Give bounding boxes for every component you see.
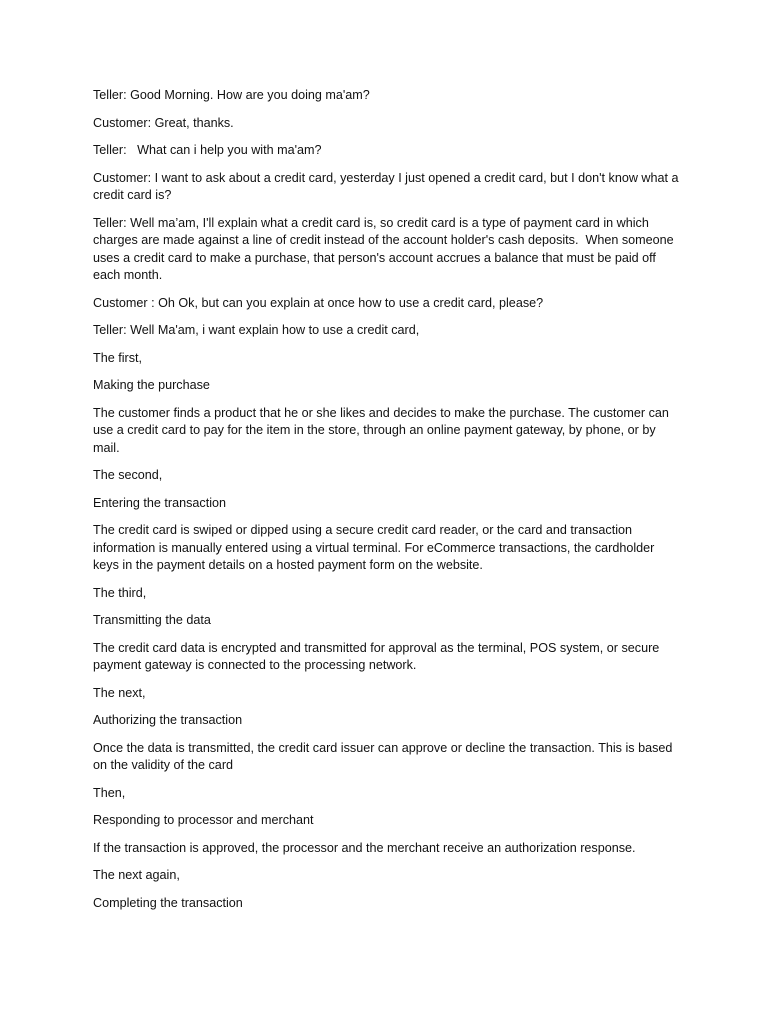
document-body: [93, 87, 683, 922]
step-heading: Responding to processor and merchant: [93, 813, 314, 827]
step-label: The third,: [93, 585, 147, 600]
step-heading: Completing the transaction: [93, 895, 243, 910]
paragraph: Once the data is transmitted, the credit card issuer can approve or decline the transaction. This is based on the validity of the card: [93, 740, 676, 772]
step-heading: Making the purchase: [93, 378, 210, 392]
paragraph: Customer: I want to ask about a credit card, yesterday I just opened a credit card, but I don't know what a credit card is?: [93, 170, 683, 202]
paragraph: Teller: Well Ma'am, i want explain how to use a credit card,: [93, 323, 420, 337]
paragraph: Teller: Well ma’am, I'll explain what a credit card is, so credit card is a type of payment card in which charges are made against a line of credit instead of the account holder's cash deposits. When someone uses a credit card to make a purchase, that person's account accrues a balance that must be paid off each month.: [93, 215, 678, 282]
paragraph: Teller: Good Morning. How are you doing ma'am?: [93, 88, 370, 102]
step-label: The first,: [93, 350, 142, 365]
step-heading: Transmitting the data: [93, 613, 211, 627]
step-label: The next,: [93, 685, 146, 700]
step-label: The next again,: [93, 868, 180, 882]
step-heading: Entering the transaction: [93, 495, 227, 510]
step-heading: Authorizing the transaction: [93, 713, 243, 727]
paragraph: Customer: Great, thanks.: [93, 115, 234, 130]
paragraph: The credit card is swiped or dipped using a secure credit card reader, or the card and transaction information is manually entered using a virtual terminal. For eCommerce transactions, the cardholder keys in the payment details on a hosted payment form on the website.: [93, 523, 658, 572]
paragraph: If the transaction is approved, the processor and the merchant receive an authorization response.: [93, 840, 636, 855]
paragraph: The credit card data is encrypted and transmitted for approval as the terminal, POS system, or secure payment gateway is connected to the processing network.: [93, 640, 663, 672]
step-label: The second,: [93, 468, 163, 482]
paragraph: Teller: What can i help you with ma'am?: [93, 143, 322, 157]
paragraph: The customer finds a product that he or she likes and decides to make the purchase. The customer can use a credit card to pay for the item in the store, through an online payment gateway, by phone, or by mail.: [93, 405, 673, 455]
paragraph: Customer : Oh Ok, but can you explain at once how to use a credit card, please?: [93, 295, 544, 310]
step-label: Then,: [93, 785, 126, 800]
